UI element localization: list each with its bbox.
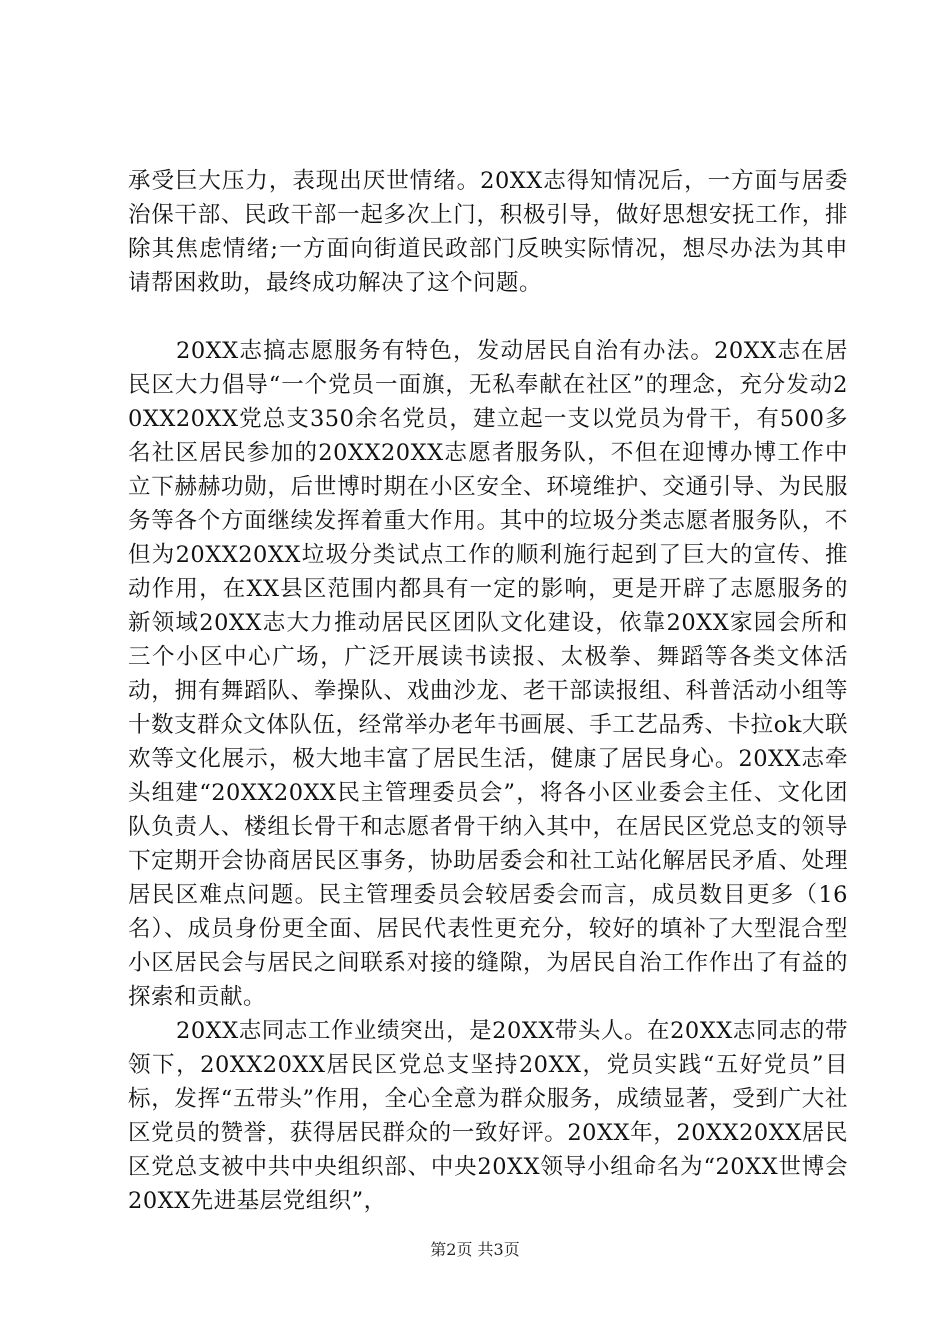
paragraph-2: 20XX志搞志愿服务有特色，发动居民自治有办法。20XX志在居民区大力倡导“一个党员一面旗，无私奉献在社区”的理念，充分发动20XX20XX党总支350余名党员，建立起一支以党员为骨干，有500多名社区居民参加的20XX20XX志愿者服务队，不但在迎博办博工作中立下赫赫功勋，后世博时期在小区安全、环境维护、交通引导、为民服务等各个方面继续发挥着重大作用。其中的垃圾分类志愿者服务队，不但为20XX20XX垃圾分类试点工作的顺利施行起到了巨大的宣传、推动作用，在XX县区范围内都具有一定的影响，更是开辟了志愿服务的新领域20XX志大力推动居民区团队文化建设，依靠20XX家园会所和三个小区中心广场，广泛开展读书读报、太极拳、舞蹈等各类文体活动，拥有舞蹈队、拳操队、戏曲沙龙、老干部读报组、科普活动小组等十数支群众文体队伍，经常举办老年书画展、手工艺品秀、卡拉ok大联欢等文化展示，极大地丰富了居民生活，健康了居民身心。20XX志牵头组建“20XX20XX民主管理委员会”，将各小区业委会主任、文化团队负责人、楼组长骨干和志愿者骨干纳入其中，在居民区党总支的领导下定期开会协商居民区事务，协助居委会和社工站化解居民矛盾、处理居民区难点问题。民主管理委员会较居委会而言，成员数目更多（16名）、成员身份更全面、居民代表性更充分，较好的填补了大型混合型小区居民会与居民之间联系对接的缝隙，为居民自治工作作出了有益的探索和贡献。 <box>128 338 848 1010</box>
page-footer: 第2页 共3页 <box>430 1240 520 1259</box>
document-body <box>128 164 848 1218</box>
paragraph-spacer <box>128 300 848 334</box>
paragraph-1: 承受巨大压力，表现出厌世情绪。20XX志得知情况后，一方面与居委治保干部、民政干部一起多次上门，积极引导，做好思想安抚工作，排除其焦虑情绪;一方面向街道民政部门反映实际情况，想尽办法为其申请帮困救助，最终成功解决了这个问题。 <box>128 168 848 296</box>
paragraph-3: 20XX志同志工作业绩突出，是20XX带头人。在20XX志同志的带领下，20XX20XX居民区党总支坚持20XX，党员实践“五好党员”目标，发挥“五带头”作用，全心全意为群众服务，成绩显著，受到广大社区党员的赞誉，获得居民群众的一致好评。20XX年，20XX20XX居民区党总支被中共中央组织部、中央20XX领导小组命名为“20XX世博会20XX先进基层党组织”， <box>128 1018 848 1214</box>
